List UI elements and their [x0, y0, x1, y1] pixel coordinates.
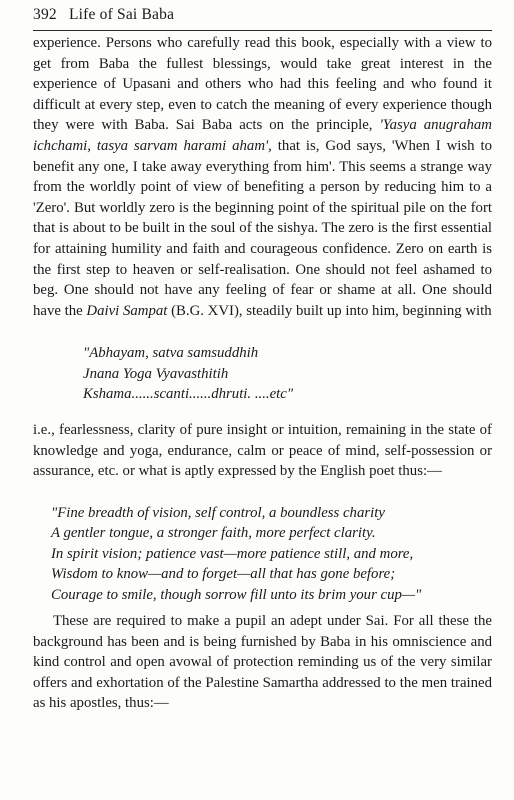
- page-number: 392: [33, 6, 57, 23]
- paragraph-3: These are required to make a pupil an adept under Sai. For all these the background has been and is being furnished by Baba in his omniscience and kind control and open avowal of protection reminding us of the very similar offers and exhortation of the Palestine Samartha addressed to the men trained as his apostles, thus:—: [33, 613, 492, 712]
- paragraph-1-text-b: that is, God says, 'When I wish to benefit any one, I take away everything from him'. This seems a strange way from the worldly point of view of benefiting a person by reducing him to a 'Zero'. But worldly zero is the beginning point of the spiritual pile on the fort that is about to be built in the soul of the sishya. The zero is the first essential for attaining humility and faith and courageous confidence. Zero on earth is the first step to heaven or self-realisation. One should not feel ashamed to beg. One should not have any feeling of fear or shame at all. One should have the: [33, 137, 493, 319]
- paragraph-1-text-a: experience. Persons who carefully read this book, especially with a view to get from Baba the fullest blessings, would take great interest in the experience of Upasani and others who had this feeling and who found it difficult at every step, even to catch the meaning of every experience though they were with Baba. Sai Baba acts on the principle,: [33, 35, 492, 134]
- sanskrit-verse: [83, 343, 483, 405]
- english-poem: [51, 503, 496, 605]
- verse-line: "Abhayam, satva samsuddhih: [83, 345, 259, 361]
- paragraph-1: [33, 33, 492, 321]
- poem-line: In spirit vision; patience vast—more patience still, and more,: [51, 545, 414, 562]
- paragraph-2: i.e., fearlessness, clarity of pure insight or intuition, remaining in the state of knowledge and yoga, endurance, calm or peace of mind, self-possession or assurance, etc. or what is aptly expressed by the English poet thus:—: [33, 422, 492, 480]
- poem-line: Wisdom to know—and to forget—all that has gone before;: [51, 566, 396, 583]
- poem-line: A gentler tongue, a stronger faith, more perfect clarity.: [51, 525, 376, 542]
- running-header: [33, 6, 493, 24]
- paragraph-1-text-c: (B.G. XVI), steadily built up into him, beginning with: [167, 302, 492, 319]
- header-rule: [33, 30, 492, 31]
- poem-line: "Fine breadth of vision, self control, a boundless charity: [51, 505, 385, 521]
- verse-line: Jnana Yoga Vyavasthitih: [83, 365, 229, 382]
- poem-line: Courage to smile, though sorrow fill unto its brim your cup—": [51, 586, 422, 603]
- daivi-sampat-term: Daivi Sampat: [86, 302, 168, 319]
- running-title: Life of Sai Baba: [68, 6, 175, 23]
- verse-line: Kshama......scanti......dhruti. ....etc": [83, 386, 294, 402]
- sanskrit-quote: 'Yasya anugraham ichchami, tasya sarvam harami aham',: [33, 117, 492, 154]
